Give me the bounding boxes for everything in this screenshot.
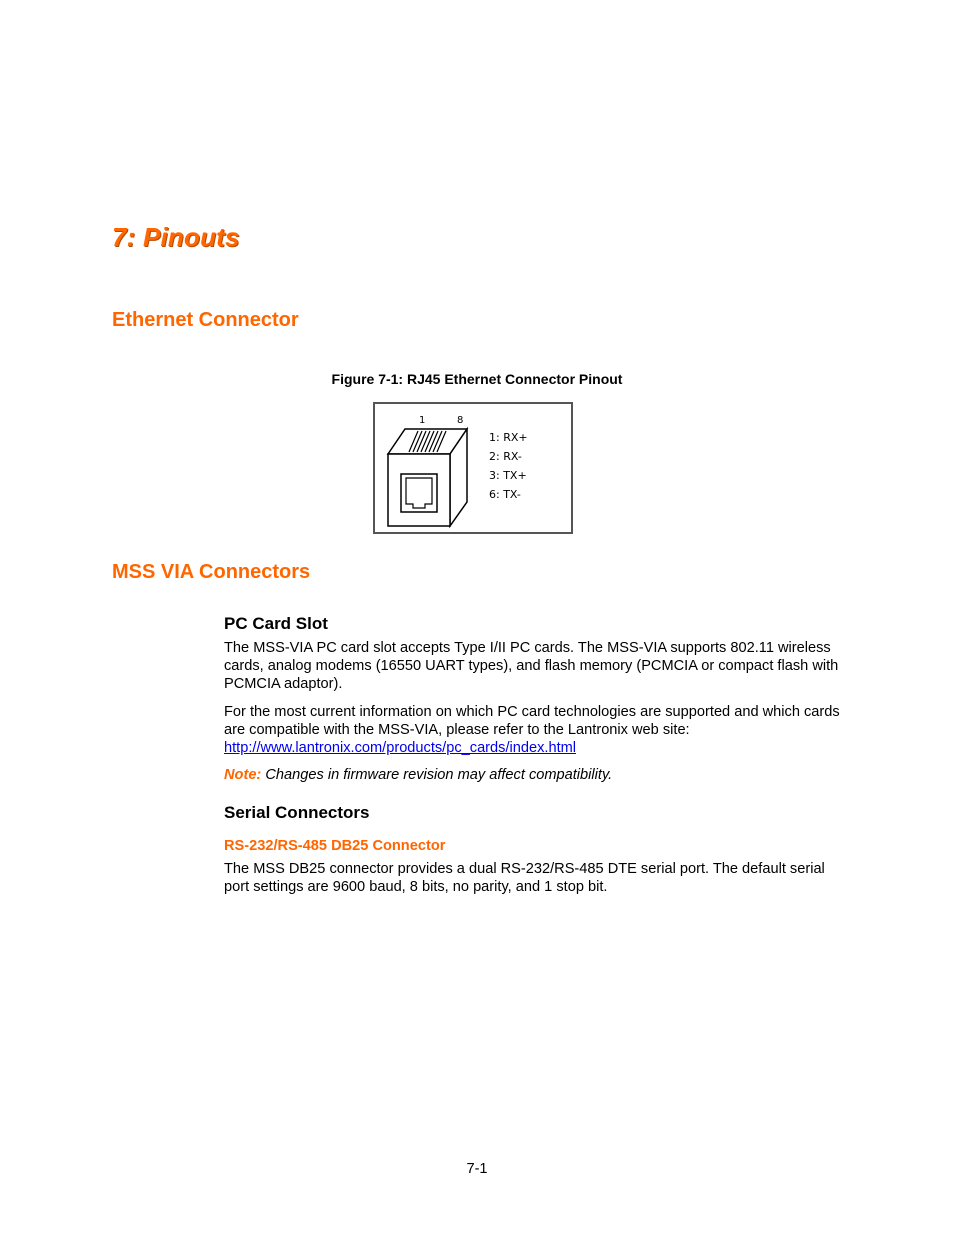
pin-assignment: 3: TX+ — [489, 469, 527, 482]
serial-connectors-heading: Serial Connectors — [224, 803, 370, 822]
pc-card-paragraph-2-text: For the most current information on which PC card technologies are supported and which cards are compatible with the MSS-VIA, please refer to the Lantronix web site: — [224, 704, 840, 738]
lantronix-pc-cards-link[interactable]: http://www.lantronix.com/products/pc_cards/index.html — [224, 740, 577, 756]
figure-caption: Figure 7-1: RJ45 Ethernet Connector Pinout — [331, 371, 623, 387]
pin-assignment: 6: TX- — [489, 488, 521, 501]
compatibility-note — [224, 766, 849, 784]
pin-label-1: 1 — [419, 415, 426, 426]
pin-assignment: 2: RX- — [489, 450, 522, 463]
rj45-pinout-figure — [373, 402, 573, 534]
pin-label-8: 8 — [457, 415, 464, 426]
pin-assignment: 1: RX+ — [489, 431, 528, 444]
pc-card-paragraph-1: The MSS-VIA PC card slot accepts Type I/II PC cards. The MSS-VIA supports 802.11 wireless cards, analog modems (16550 UART types), and flash memory (PCMCIA or compact flash with PCMCIA adaptor). — [224, 640, 839, 692]
chapter-title: 7: Pinouts — [112, 222, 240, 252]
db25-connector-heading: RS-232/RS-485 DB25 Connector — [224, 838, 446, 854]
pc-card-paragraph-2 — [224, 703, 849, 757]
page-number: 7-1 — [466, 1161, 488, 1177]
jack-socket-inner — [406, 478, 432, 508]
ethernet-connector-heading: Ethernet Connector — [112, 309, 299, 331]
note-text: Changes in firmware revision may affect compatibility. — [261, 767, 613, 783]
pc-card-slot-heading: PC Card Slot — [224, 614, 328, 633]
mss-via-connectors-heading: MSS VIA Connectors — [112, 561, 311, 583]
serial-paragraph: The MSS DB25 connector provides a dual RS-232/RS-485 DTE serial port. The default serial port settings are 9600 baud, 8 bits, no parity, and 1 stop bit. — [224, 861, 825, 895]
note-label: Note: — [224, 767, 262, 783]
